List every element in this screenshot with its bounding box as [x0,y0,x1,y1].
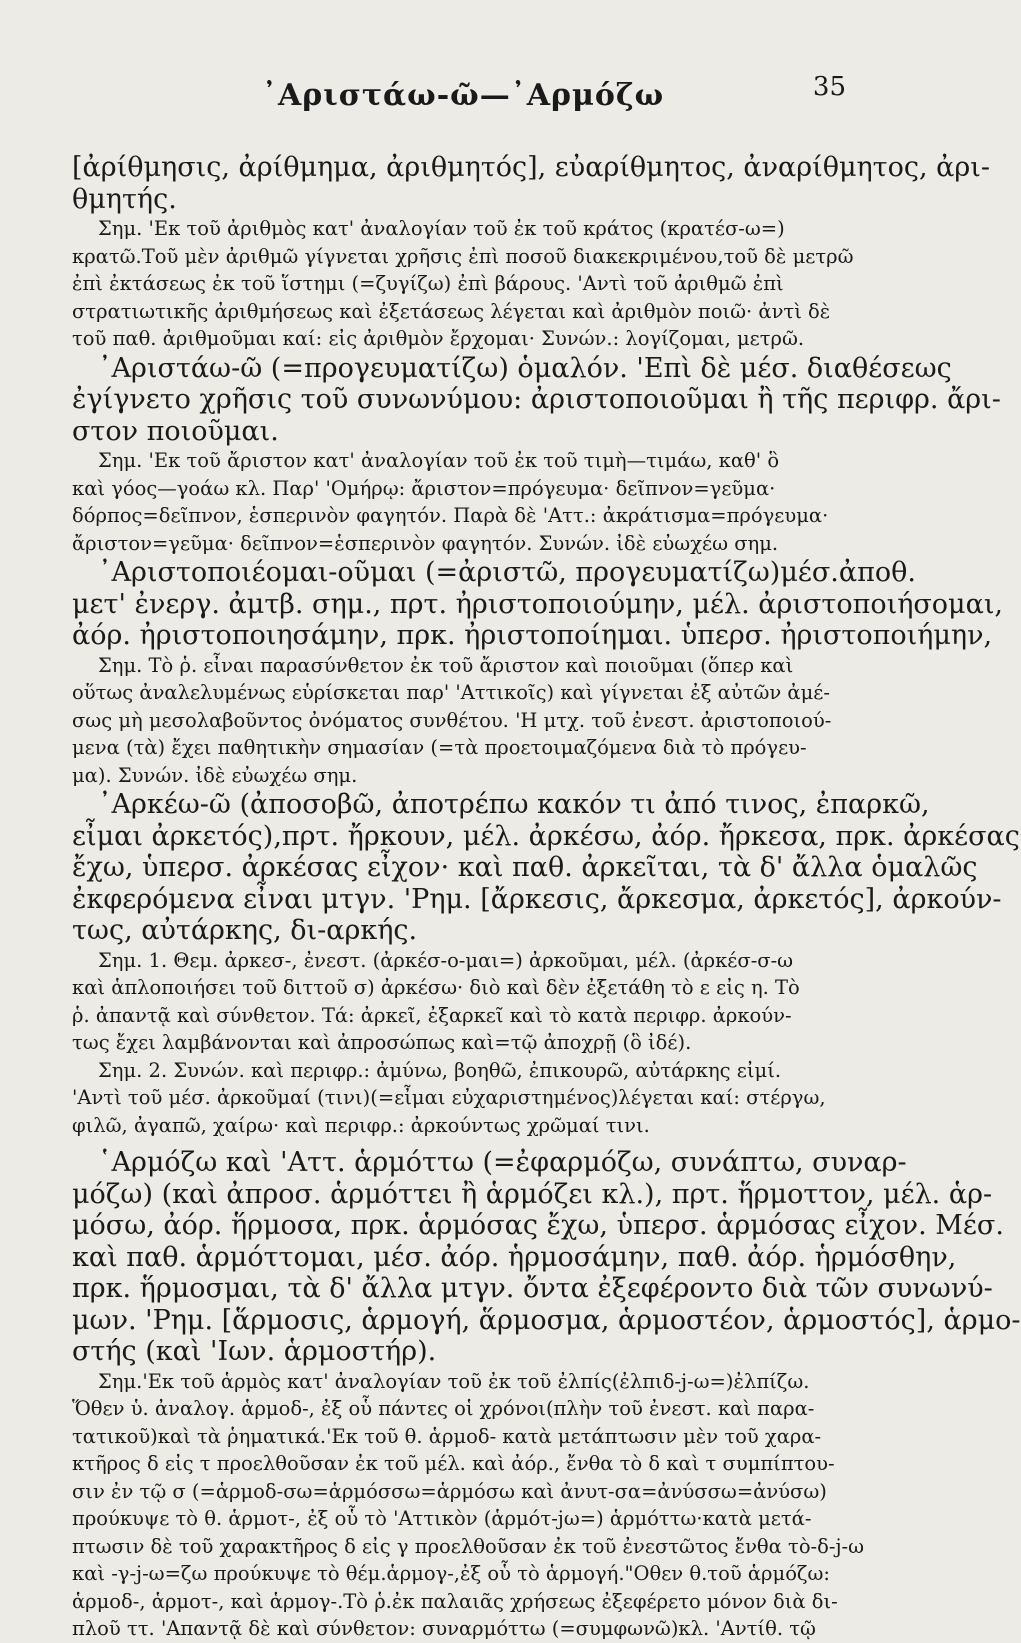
note-line: φιλῶ, ἀγαπῶ, χαίρω· καὶ περιφρ.: ἀρκούντως χρῶμαί τινι. [72,1113,650,1137]
note-line: Σημ. 'Εκ τοῦ ἀριθμὸς κατ' ἀναλογίαν τοῦ ἐκ τοῦ κράτος (κρατέσ-ω=) [98,217,785,240]
entry-line: στον ποιοῦμαι. [72,415,279,447]
entry-line: καὶ παθ. ἁρμόττομαι, μέσ. ἀόρ. ἡρμοσάμην, παθ. ἀόρ. ἡρμόσθην, [72,1241,957,1273]
note-line: ἄριστον=γεῦμα· δεῖπνον=ἑσπερινὸν φαγητόν. Συνών. ἰδὲ εὐωχέω σημ. [72,531,779,555]
note-line: κρατῶ.Τοῦ μὲν ἀριθμῶ γίγνεται χρῆσις ἐπὶ ποσοῦ διακεκριμένου,τοῦ δὲ μετρῶ [72,244,854,268]
section-gap [72,1139,860,1147]
note-line: πλοῦ ττ. 'Απαντᾷ δὲ καὶ σύνθετον: συναρμόττω (=συμφωνῶ)κλ. 'Αντίθ. τῷ [72,1617,816,1640]
note-line: μενα (τὰ) ἔχει παθητικὴν σημασίαν (=τὰ προετοιμαζόμενα διὰ τὸ πρόγευ- [72,736,807,759]
note-line: Σημ. Τὸ ῥ. εἶναι παρασύνθετον ἐκ τοῦ ἄριστον καὶ ποιοῦμαι (ὅπερ καὶ [98,653,794,677]
note-line: σιν ἐν τῷ σ (=ἁρμοδ-σω=ἁρμόσσω=ἁρμόσω καὶ ἀνυτ-σα=ἀνύσσω=ἀνύσω) [72,1479,827,1503]
note-line: 'Αντὶ τοῦ μέσ. ἀρκοῦμαί (τινι)(=εἶμαι εὐχαριστημένος)λέγεται καί: στέργω, [72,1086,826,1109]
entry-line: μόσω, ἀόρ. ἥρμοσα, πρκ. ἁρμόσας ἔχω, ὑπερσ. ἁρμόσας εἶχον. Μέσ. [72,1210,1004,1241]
entry-line: εἶμαι ἀρκετός),πρτ. ἤρκουν, μέλ. ἀρκέσω, ἀόρ. ἤρκεσα, πρκ. ἀρκέσας [72,820,1020,852]
note-line: δόρπος=δεῖπνον, ἑσπερινὸν φαγητόν. Παρὰ δὲ 'Αττ.: ἀκράτισμα=πρόγευμα· [72,504,829,527]
entry-line: μετ' ἐνεργ. ἀμτβ. σημ., πρτ. ἠριστοποιούμην, μέλ. ἀριστοποιήσομαι, [72,588,1003,620]
note-line: Σημ. 1. Θεμ. ἀρκεσ-, ἐνεστ. (ἀρκέσ-ο-μαι=) ἀρκοῦμαι, μέλ. (ἀρκέσ-σ-ω [98,948,794,972]
entry-line: ᾿Αριστοποιέομαι-οῦμαι (=ἀριστῶ, προγευματίζω)μέσ.ἀποθ. [98,557,916,588]
note-line: καὶ -γ-j-ω=ζω προύκυψε τὸ θέμ.ἁρμογ-,ἐξ οὗ τὸ ἁρμογή."Οθεν θ.τοῦ ἁρμόζω: [72,1562,830,1585]
note-line: μα). Συνών. ἰδὲ εὐωχέω σημ. [72,763,358,787]
entry-line: ῾Αρμόζω καὶ 'Αττ. ἁρμόττω (=ἐφαρμόζω, συνάπτω, συναρ- [98,1147,907,1178]
note-line: πτωσιν δὲ τοῦ χαρακτῆρος δ εἰς γ προελθοῦσαν ἐκ τοῦ ἐνεστῶτος ἔνθα τὸ-δ-j-ω [72,1534,865,1558]
note-line: ἁρμοδ-, ἁρμοτ-, καὶ ἁρμογ-.Τὸ ῥ.ἐκ παλαιᾶς χρήσεως ἐξεφέρετο μόνον διὰ δι- [72,1589,838,1613]
note-line: κτῆρος δ εἰς τ προελθοῦσαν ἐκ τοῦ μέλ. καὶ ἀόρ., ἔνθα τὸ δ καὶ τ συμπίπτου- [72,1452,835,1475]
entry-line: μόζω) (καὶ ἀπροσ. ἁρμόττει ἢ ἁρμόζει κλ.), πρτ. ἥρμοττον, μέλ. ἁρ- [72,1178,993,1210]
note-line: καὶ ἁπλοποιήσει τοῦ διττοῦ σ) ἀρκέσω· διὸ καὶ δὲν ἐξετάθη τὸ ε εἰς η. Τὸ [72,976,800,999]
entry-line: στής (καὶ 'Ιων. ἁρμοστήρ). [72,1336,437,1367]
entry-line: ἀόρ. ἠριστοποιησάμην, πρκ. ἠριστοποίημαι. ὑπερσ. ἠριστοποιήμην, [72,620,993,651]
entry-line: ἔχω, ὑπερσ. ἀρκέσας εἶχον· καὶ παθ. ἀρκεῖται, τὰ δ' ἄλλα ὁμαλῶς [72,852,978,883]
note-line: Σημ.'Εκ τοῦ ἁρμὸς κατ' ἀναλογίαν τοῦ ἐκ τοῦ ἐλπίς(ἐλπιδ-j-ω=)ἐλπίζω. [98,1369,810,1393]
note-line: ῥ. ἀπαντᾷ καὶ σύνθετον. Τά: ἀρκεῖ, ἐξαρκεῖ καὶ τὸ κατὰ περιφρ. ἀρκούν- [72,1003,792,1027]
entry-line: τως, αὐτάρκης, δι-αρκής. [72,915,418,946]
page-header [72,62,860,122]
entry-line: ἐγίγνετο χρῆσις τοῦ συνωνύμου: ἀριστοποιοῦμαι ἢ τῆς περιφρ. ἄρι- [72,384,1001,415]
note-line: τοῦ παθ. ἀριθμοῦμαι καί: εἰς ἀριθμὸν ἔρχομαι· Συνών.: λογίζομαι, μετρῶ. [72,327,805,350]
entry-line: μων. 'Ρημ. [ἅρμοσις, ἁρμογή, ἅρμοσμα, ἁρμοστέον, ἁρμοστός], ἁρμο- [72,1304,1021,1336]
note-line: τατικοῦ)καὶ τὰ ῥηματικά.'Εκ τοῦ θ. ἁρμοδ- κατὰ μετάπτωσιν μὲν τοῦ χαρα- [72,1424,822,1448]
note-line: τως ἔχει λαμβάνονται καὶ ἀπροσώπως καὶ=τῷ ἀποχρῇ (ὃ ἰδέ). [72,1031,692,1054]
entry-line: ᾿Αρκέω-ῶ (ἀποσοβῶ, ἀποτρέπω κακόν τι ἀπό τινος, ἐπαρκῶ, [98,789,930,820]
note-line: ἐπὶ ἐκτάσεως ἐκ τοῦ ἵστημι (=ζυγίζω) ἐπὶ βάρους. 'Αντὶ τοῦ ἀριθμῶ ἐπὶ [72,272,784,295]
page-number: 35 [812,72,846,102]
entry-line: ἐκφερόμενα εἶναι μτγν. 'Ρημ. [ἄρκεσις, ἄρκεσμα, ἀρκετός], ἀρκούν- [72,883,1002,915]
entry-line: θμητής. [72,183,177,215]
note-line: προύκυψε τὸ θ. ἁρμοτ-, ἐξ οὗ τὸ 'Αττικὸν (ἁρμότ-jω=) ἁρμόττω·κατὰ μετά- [72,1507,812,1530]
entry-line: ᾿Αριστάω-ῶ (=προγευματίζω) ὁμαλόν. 'Επὶ δὲ μέσ. διαθέσεως [98,352,952,384]
entry-line: [ἀρίθμησις, ἀρίθμημα, ἀριθμητός], εὐαρίθμητος, ἀναρίθμητος, ἀρι- [72,152,990,183]
note-line: σως μὴ μεσολαβοῦντος ὀνόματος συνθέτου. 'Η μτχ. τοῦ ἐνεστ. ἀριστοποιού- [72,708,832,732]
note-line: Σημ. 2. Συνών. καὶ περιφρ.: ἀμύνω, βοηθῶ, ἐπικουρῶ, αὐτάρκης εἰμί. [98,1058,782,1082]
note-line: στρατιωτικῆς ἀριθμήσεως καὶ ἐξετάσεως λέγεται καὶ ἀριθμὸν ποιῶ· ἀντὶ δὲ [72,299,831,323]
entry-line: πρκ. ἥρμοσμαι, τὰ δ' ἄλλα μτγν. ὄντα ἐξεφέροντο διὰ τῶν συνωνύ- [72,1273,993,1304]
running-head: ᾿Αριστάω-ῶ—᾿Αρμόζω [262,78,665,113]
entry-text [72,152,1021,1643]
note-line: Σημ. 'Εκ τοῦ ἄριστον κατ' ἀναλογίαν τοῦ ἐκ τοῦ τιμὴ—τιμάω, καθ' ὃ [98,449,780,472]
note-line: οὕτως ἀναλελυμένως εὑρίσκεται παρ' 'Αττικοῖς) καὶ γίγνεται ἐξ αὐτῶν ἀμέ- [72,681,830,704]
note-line: Ὅθεν ὑ. ἀναλογ. ἁρμοδ-, ἐξ οὗ πάντες οἱ χρόνοι(πλὴν τοῦ ἐνεστ. καὶ παρα- [72,1397,815,1420]
note-line: καὶ γόος—γοάω κλ. Παρ' 'Ομήρῳ: ἄριστον=πρόγευμα· δεῖπνον=γεῦμα· [72,476,776,500]
